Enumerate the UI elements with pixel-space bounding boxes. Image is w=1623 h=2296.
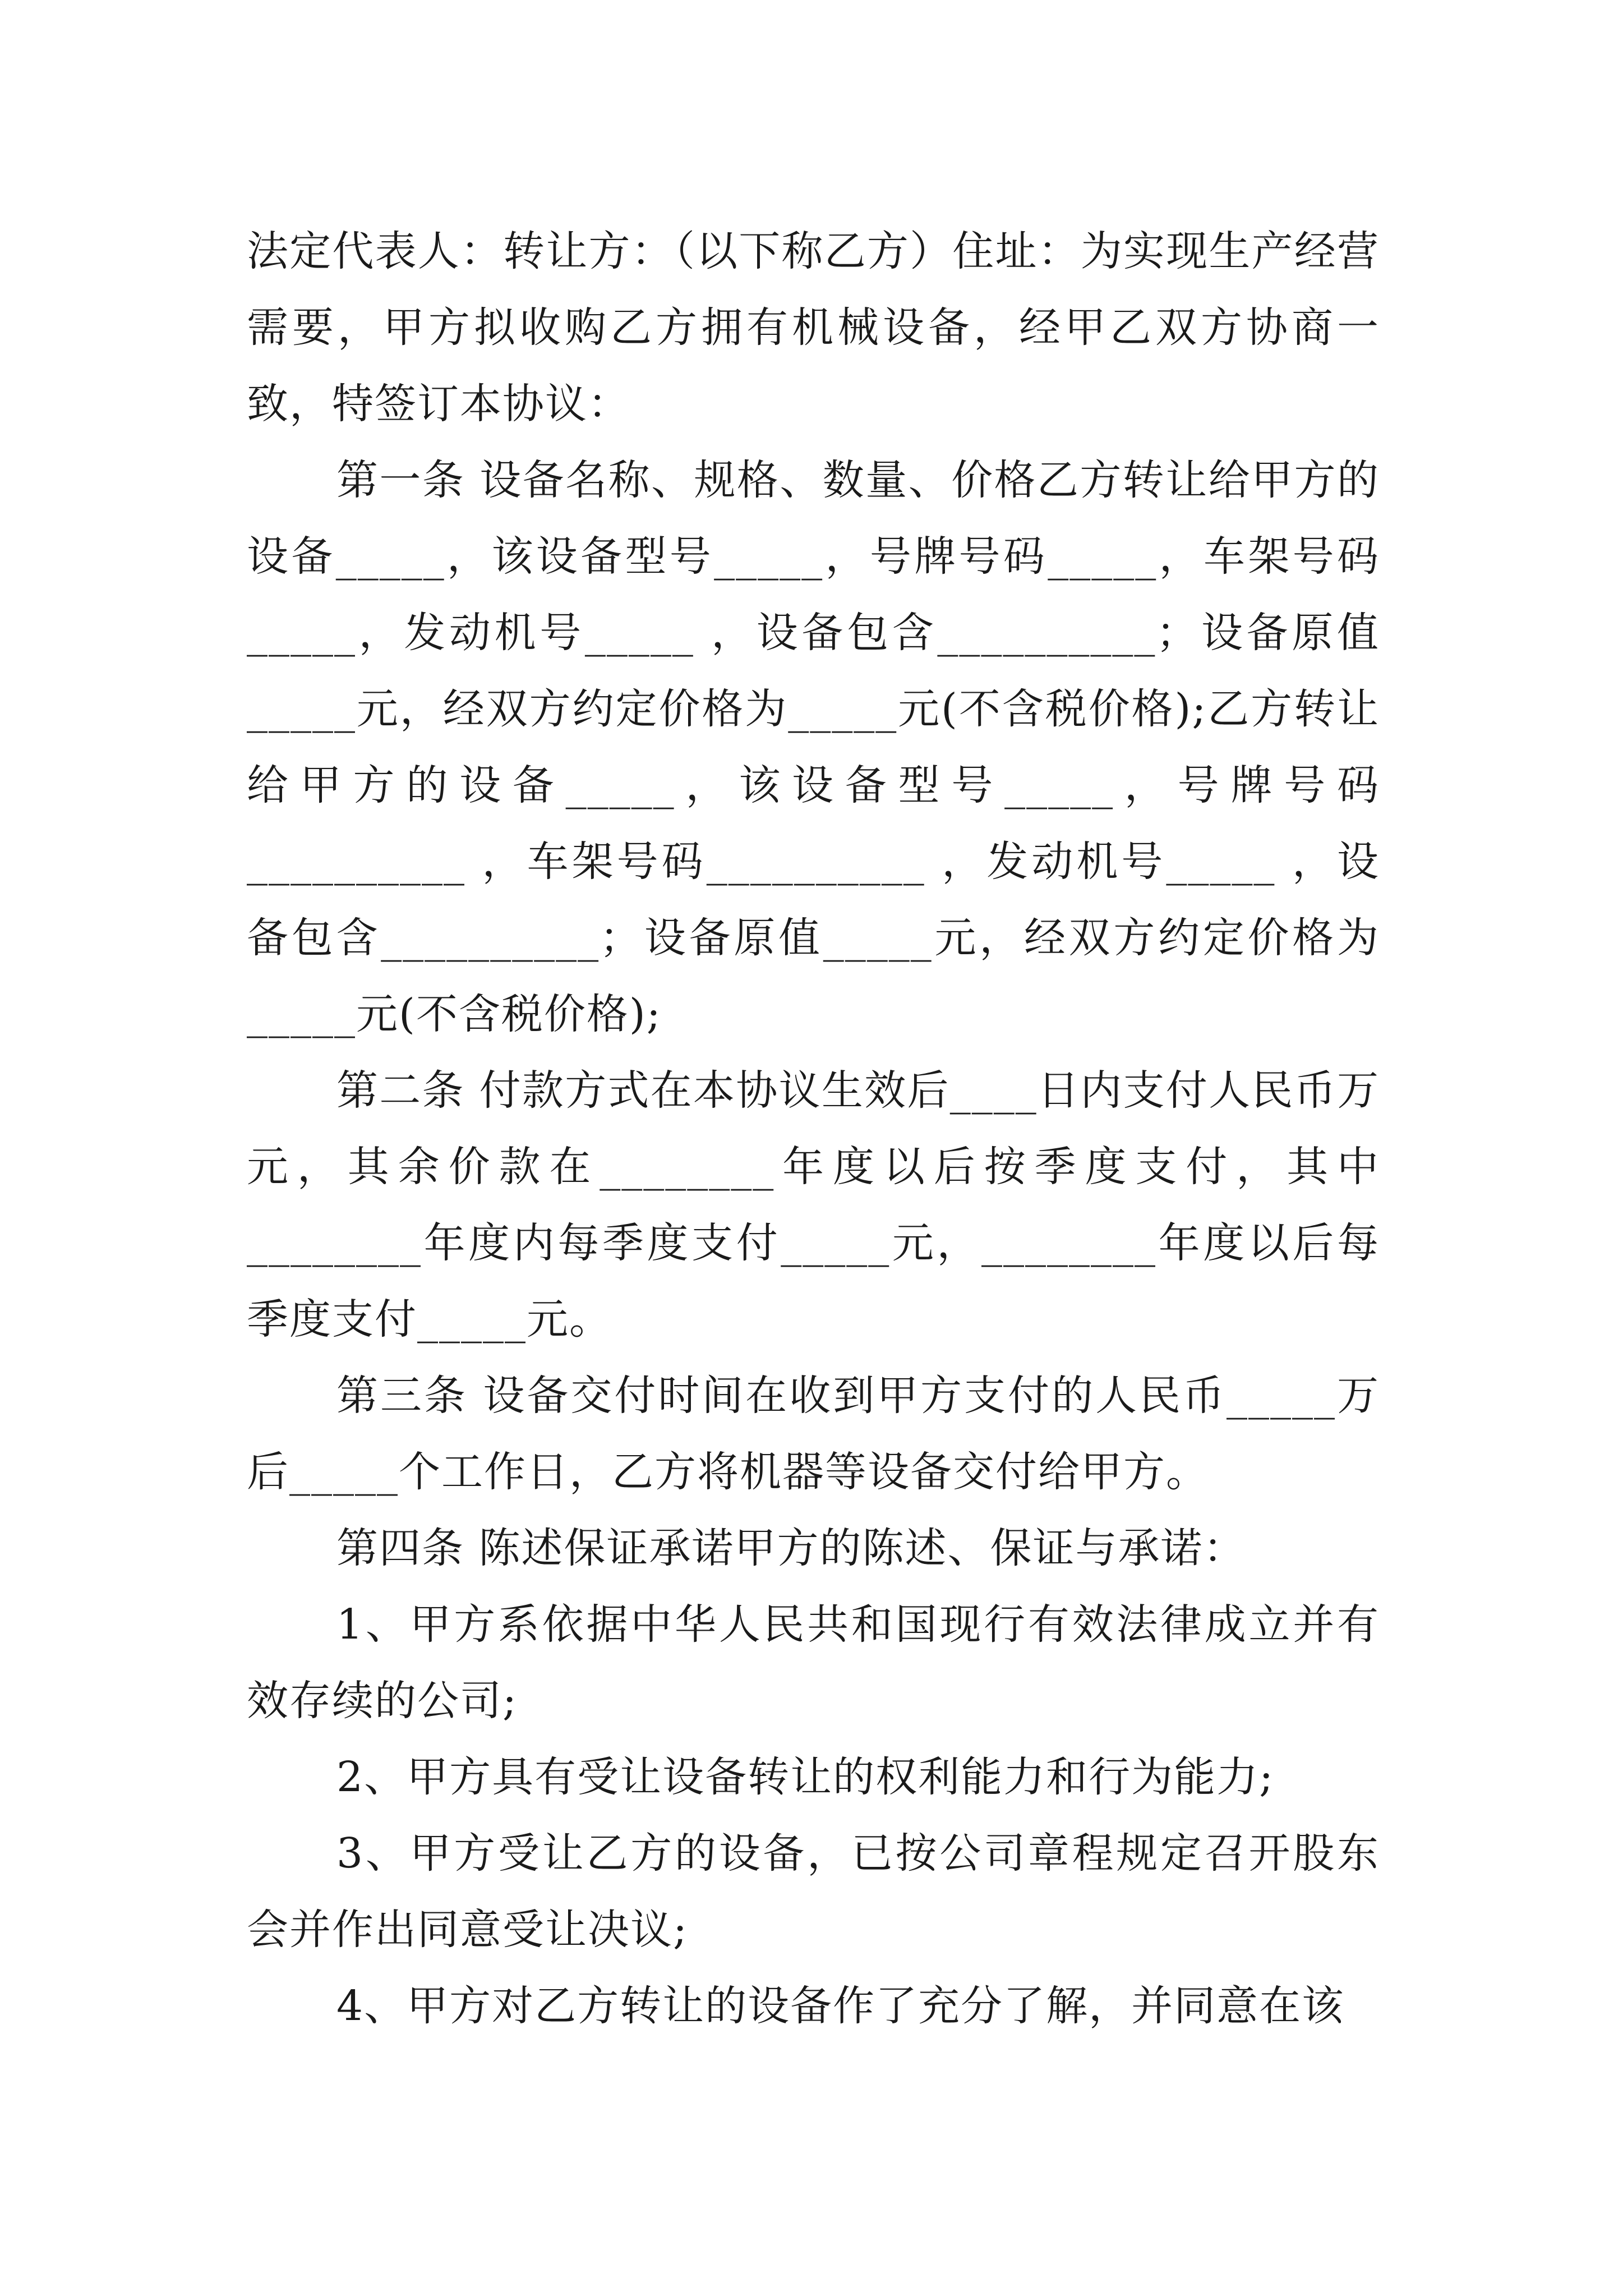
list-item-1: 1、甲方系依据中华人民共和国现行有效法律成立并有效存续的公司; [247,1600,1380,1725]
paragraph-article-4: 第四条 陈述保证承诺甲方的陈述、保证与承诺： [336,1524,1246,1572]
list-item-2: 2、甲方具有受让设备转让的权利能力和行为能力; [336,1753,1275,1801]
paragraph-article-1: 第一条 设备名称、规格、数量、价格乙方转让给甲方的设备_____，该设备型号_____，号牌号码_____，车架号码_____，发动机号_____ ，设备包含__________；设备原值_____元，经双方约定价格为_____元(不含税价格);乙方转让给甲方的设备_____，该设备型号_____，号牌号码__________ ，车架号码__________ ，发动机号_____ ，设备包含__________；设备原值_____元，经双方约定价格为_____元(不含税价格); [247,456,1380,1038]
paragraph-article-3: 第三条 设备交付时间在收到甲方支付的人民币_____万后_____个工作日，乙方将机器等设备交付给甲方。 [247,1372,1380,1496]
list-item-4: 4、甲方对乙方转让的设备作了充分了解，并同意在该 [336,1982,1345,2030]
paragraph-intro: 法定代表人：转让方：（以下称乙方）住址：为实现生产经营需要，甲方拟收购乙方拥有机械设备，经甲乙双方协商一致，特签订本协议： [247,227,1380,428]
paragraph-article-2: 第二条 付款方式在本协议生效后____日内支付人民币万元，其余价款在________年度以后按季度支付，其中________年度内每季度支付_____元，________年度以后每季度支付_____元。 [247,1066,1380,1343]
document-body [247,213,1380,2044]
list-item-3: 3、甲方受让乙方的设备，已按公司章程规定召开股东会并作出同意受让决议; [247,1829,1380,1954]
